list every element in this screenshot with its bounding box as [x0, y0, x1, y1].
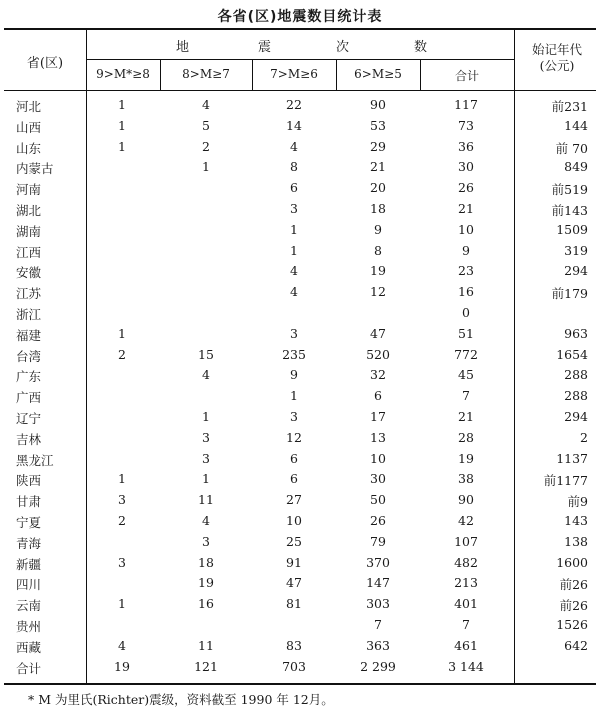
table-row — [0, 198, 600, 219]
cell-m7: 3 — [290, 409, 298, 424]
table-row — [0, 177, 600, 198]
cell-province: 贵州 — [16, 619, 42, 634]
cell-m6: 520 — [366, 346, 390, 362]
cell-province: 山东 — [16, 140, 42, 156]
cell-year: 前9 — [567, 494, 588, 510]
cell-province: 青海 — [16, 535, 42, 551]
cell-m7: 1 — [290, 221, 298, 237]
cell-province: 内蒙古 — [16, 161, 54, 177]
cell-total: 19 — [458, 450, 474, 466]
cell-m6: 370 — [366, 554, 390, 570]
cell-province: 四川 — [16, 577, 42, 593]
table-row — [0, 614, 600, 635]
cell-year: 294 — [564, 263, 588, 279]
table-row — [0, 323, 600, 344]
cell-province: 广东 — [16, 369, 42, 385]
cell-year: 144 — [564, 117, 588, 133]
cell-m8: 5 — [202, 117, 210, 133]
cell-total: 38 — [458, 471, 474, 487]
cell-province: 西藏 — [16, 639, 42, 655]
cell-m8: 3 — [202, 533, 210, 549]
cell-m8: 1 — [202, 159, 210, 175]
cell-m6: 8 — [374, 242, 382, 258]
cell-m9: 1 — [118, 325, 126, 341]
cell-year: 849 — [564, 159, 588, 175]
table-row — [0, 115, 600, 136]
group-header-char-4: 数 — [414, 40, 428, 55]
cell-m7: 1 — [290, 388, 298, 404]
header-bottom-rule — [4, 90, 596, 91]
cell-year: 前179 — [551, 286, 588, 302]
cell-province: 福建 — [16, 327, 42, 343]
cell-m6: 6 — [374, 388, 382, 404]
table-row — [0, 364, 600, 385]
cell-year: 642 — [564, 637, 588, 653]
table-row — [0, 406, 600, 427]
cell-total: 401 — [454, 596, 478, 612]
cell-year: 143 — [564, 513, 588, 528]
cell-total: 9 — [462, 242, 470, 258]
cell-m7: 14 — [286, 117, 302, 133]
cell-m9: 3 — [118, 554, 126, 570]
cell-province: 江西 — [16, 244, 42, 260]
cell-m6: 9 — [374, 221, 382, 237]
top-rule — [4, 28, 596, 30]
cell-m6: 12 — [370, 284, 386, 300]
table-row — [0, 156, 600, 177]
cell-m6: 26 — [370, 513, 386, 528]
cell-province: 台湾 — [16, 348, 42, 364]
cell-province: 新疆 — [16, 556, 42, 572]
cell-year: 前231 — [551, 99, 588, 114]
cell-province: 黑龙江 — [16, 452, 54, 468]
cell-m6: 10 — [370, 450, 386, 466]
cell-m6: 303 — [366, 596, 390, 612]
cell-province: 湖北 — [16, 203, 42, 218]
cell-m6: 147 — [366, 575, 390, 591]
group-header-char-3: 次 — [336, 40, 350, 55]
cell-province: 江苏 — [16, 286, 42, 302]
cell-year: 2 — [580, 429, 588, 445]
cell-m7: 12 — [286, 429, 302, 445]
table-row — [0, 240, 600, 261]
cell-m8: 15 — [198, 346, 214, 362]
cell-total: 117 — [454, 97, 478, 112]
cell-total: 10 — [458, 221, 474, 237]
cell-total: 45 — [458, 367, 474, 383]
cell-m8: 121 — [194, 658, 218, 674]
header-sub-rule — [86, 59, 514, 60]
table-row — [0, 572, 600, 593]
col-header-m6: 6>M≥5 — [354, 67, 402, 81]
cell-m8: 3 — [202, 450, 210, 466]
cell-m7: 6 — [290, 471, 298, 487]
cell-m8: 1 — [202, 471, 210, 487]
group-header-char-2: 震 — [258, 40, 272, 55]
cell-year: 前519 — [551, 182, 588, 198]
cell-m6: 21 — [370, 159, 386, 175]
cell-m6: 90 — [370, 97, 386, 112]
cell-total: 23 — [458, 263, 474, 279]
table-row — [0, 281, 600, 302]
cell-total: 7 — [462, 617, 470, 632]
cell-m7: 91 — [286, 554, 302, 570]
cell-m8: 4 — [202, 367, 210, 383]
cell-m9: 19 — [114, 658, 130, 674]
cell-year: 288 — [564, 388, 588, 404]
table-row — [0, 219, 600, 240]
cell-m8: 2 — [202, 138, 210, 154]
cell-total: 21 — [458, 409, 474, 424]
cell-m7: 81 — [286, 596, 302, 612]
cell-total: 16 — [458, 284, 474, 300]
cell-province: 山西 — [16, 119, 42, 135]
cell-province: 陕西 — [16, 473, 42, 489]
cell-total: 107 — [454, 533, 478, 549]
cell-m8: 4 — [202, 513, 210, 528]
cell-m7: 22 — [286, 97, 302, 112]
cell-m6: 79 — [370, 533, 386, 549]
cell-year: 前 70 — [555, 140, 588, 156]
table-row — [0, 510, 600, 531]
cell-province: 广西 — [16, 390, 42, 406]
cell-m7: 6 — [290, 180, 298, 196]
group-header-char-1: 地 — [176, 40, 190, 55]
cell-year: 319 — [564, 242, 588, 258]
cell-total: 482 — [454, 554, 478, 570]
cell-m9: 3 — [118, 492, 126, 508]
cell-province: 河南 — [16, 182, 42, 198]
col-header-m7: 7>M≥6 — [270, 67, 318, 81]
cell-m7: 1 — [290, 242, 298, 258]
cell-year: 1526 — [556, 617, 588, 632]
cell-m6: 17 — [370, 409, 386, 424]
cell-m6: 13 — [370, 429, 386, 445]
year-header: 始记年代 (公元) — [531, 42, 582, 73]
cell-m7: 10 — [286, 513, 302, 528]
cell-province: 湖南 — [16, 223, 42, 239]
table-row — [0, 656, 600, 677]
cell-m6: 363 — [366, 637, 390, 653]
cell-total: 90 — [458, 492, 474, 508]
table-row — [0, 385, 600, 406]
table-row — [0, 489, 600, 510]
cell-total: 73 — [458, 117, 474, 133]
table-row — [0, 94, 600, 115]
table-row — [0, 136, 600, 157]
cell-year: 1600 — [556, 554, 588, 570]
cell-m9: 1 — [118, 471, 126, 487]
cell-year: 前26 — [559, 598, 588, 614]
cell-m6: 19 — [370, 263, 386, 279]
cell-m9: 1 — [118, 596, 126, 612]
cell-m7: 25 — [286, 533, 302, 549]
cell-m6: 2 299 — [360, 658, 396, 674]
cell-m9: 1 — [118, 117, 126, 133]
cell-total: 42 — [458, 513, 474, 528]
cell-m7: 3 — [290, 325, 298, 341]
cell-total: 461 — [454, 637, 478, 653]
cell-total: 213 — [454, 575, 478, 591]
cell-total: 36 — [458, 138, 474, 154]
cell-province: 安徽 — [16, 265, 42, 281]
cell-total: 26 — [458, 180, 474, 196]
table-row — [0, 302, 600, 323]
cell-province: 云南 — [16, 598, 42, 614]
cell-m6: 53 — [370, 117, 386, 133]
cell-total: 0 — [462, 305, 470, 320]
col-header-m9: 9>M*≥8 — [96, 67, 150, 81]
cell-m6: 18 — [370, 201, 386, 216]
cell-m7: 235 — [282, 346, 306, 362]
cell-m6: 20 — [370, 180, 386, 196]
cell-m7: 3 — [290, 201, 298, 216]
table-row — [0, 635, 600, 656]
cell-year: 294 — [564, 409, 588, 424]
cell-total: 21 — [458, 201, 474, 216]
bottom-rule — [4, 683, 596, 685]
col-header-m8: 8>M≥7 — [182, 67, 230, 81]
cell-m9: 2 — [118, 513, 126, 528]
table-title: 各省(区)地震数目统计表 — [217, 9, 383, 25]
cell-m9: 2 — [118, 346, 126, 362]
table-row — [0, 427, 600, 448]
cell-m7: 9 — [290, 367, 298, 383]
cell-year: 前1177 — [543, 473, 588, 489]
cell-total: 3 144 — [448, 658, 484, 674]
cell-m6: 47 — [370, 325, 386, 341]
cell-m7: 4 — [290, 263, 298, 279]
col-header-total: 合计 — [454, 69, 479, 83]
cell-m7: 83 — [286, 637, 302, 653]
cell-m8: 1 — [202, 409, 210, 424]
cell-year: 963 — [564, 325, 588, 341]
cell-m8: 18 — [198, 554, 214, 570]
table-row — [0, 552, 600, 573]
cell-m8: 4 — [202, 97, 210, 112]
cell-province: 吉林 — [16, 431, 42, 447]
footnote: * M 为里氏(Richter)震级，资料截至 1990 年 12月。 — [28, 692, 334, 707]
cell-year: 138 — [564, 533, 588, 549]
cell-year: 288 — [564, 367, 588, 383]
cell-total: 772 — [454, 346, 478, 362]
cell-year: 1509 — [556, 221, 588, 237]
cell-province: 河北 — [16, 99, 42, 114]
table-row — [0, 344, 600, 365]
table-row — [0, 531, 600, 552]
cell-year: 1137 — [556, 450, 588, 466]
table-row — [0, 468, 600, 489]
cell-total: 51 — [458, 325, 474, 341]
cell-province: 辽宁 — [16, 411, 42, 426]
cell-m9: 1 — [118, 138, 126, 154]
cell-m6: 32 — [370, 367, 386, 383]
cell-year: 前143 — [551, 203, 588, 218]
cell-year: 1654 — [556, 346, 588, 362]
cell-m7: 47 — [286, 575, 302, 591]
cell-m8: 19 — [198, 575, 214, 591]
cell-total: 28 — [458, 429, 474, 445]
cell-m6: 7 — [374, 617, 382, 632]
cell-m9: 4 — [118, 637, 126, 653]
cell-m6: 30 — [370, 471, 386, 487]
cell-year: 前26 — [559, 577, 588, 593]
cell-m8: 16 — [198, 596, 214, 612]
cell-m6: 50 — [370, 492, 386, 508]
cell-total: 30 — [458, 159, 474, 175]
cell-province: 甘肃 — [16, 494, 42, 510]
province-header: 省(区) — [26, 56, 64, 71]
cell-province: 浙江 — [16, 307, 42, 322]
table-row — [0, 448, 600, 469]
table-row — [0, 260, 600, 281]
cell-m7: 27 — [286, 492, 302, 508]
cell-province: 合计 — [16, 660, 42, 676]
cell-m9: 1 — [118, 97, 126, 112]
cell-m8: 11 — [198, 492, 214, 508]
cell-province: 宁夏 — [16, 515, 42, 530]
cell-m7: 6 — [290, 450, 298, 466]
cell-m8: 11 — [198, 637, 214, 653]
cell-total: 7 — [462, 388, 470, 404]
cell-m7: 4 — [290, 284, 298, 300]
table-row — [0, 593, 600, 614]
cell-m7: 8 — [290, 159, 298, 175]
cell-m8: 3 — [202, 429, 210, 445]
cell-m7: 703 — [282, 658, 306, 674]
cell-m7: 4 — [290, 138, 298, 154]
cell-m6: 29 — [370, 138, 386, 154]
